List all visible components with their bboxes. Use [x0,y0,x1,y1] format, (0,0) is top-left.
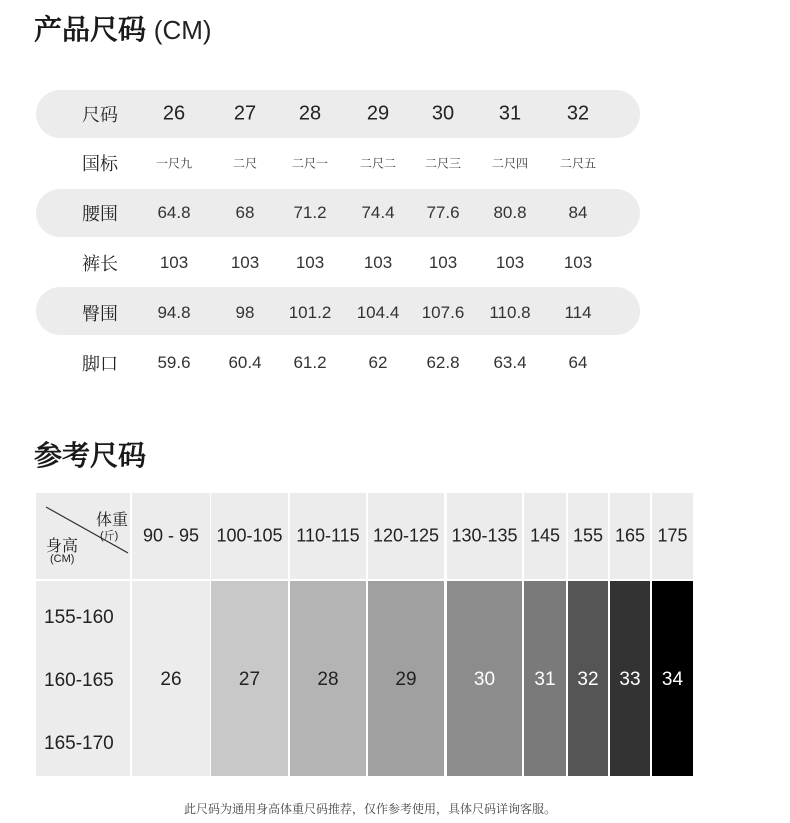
row-background-waist [36,189,640,237]
table-cell: 98 [235,303,255,322]
table-cell: 103 [428,253,458,272]
row-label: 国标 [82,154,118,174]
table-cell: 64 [568,353,588,372]
weight-header-label: 175 [657,525,688,546]
weight-header-label: 165 [614,525,646,546]
table-cell: 114 [564,303,592,322]
size-value: 34 [661,669,684,690]
table-cell: 68 [235,203,255,222]
table-cell: 71.2 [293,203,327,222]
table-cell: 61.2 [293,353,327,372]
height-unit: (CM) [50,553,75,565]
row-label: 臀围 [82,304,118,324]
weight-header-label: 155 [572,525,604,546]
corner-cell [36,493,130,579]
table-cell: 30 [431,102,455,125]
height-row-label: 155-160 [44,607,114,628]
table-cell: 二尺五 [559,156,597,171]
size-value: 33 [619,669,641,690]
size-value: 29 [395,669,417,690]
table-cell: 103 [159,253,189,272]
table-cell: 103 [563,253,593,272]
height-label: 身高 [46,538,79,555]
table-cell: 101.2 [288,303,332,322]
height-row-label: 160-165 [44,670,114,691]
size-value: 31 [534,669,556,690]
table-cell: 一尺九 [155,156,193,171]
row-label: 腰围 [82,204,118,224]
table-cell: 107.6 [421,303,465,322]
table-cell: 26 [162,102,186,125]
row-label: 裤长 [82,254,118,274]
table-cell: 二尺三 [424,156,462,171]
table-cell: 63.4 [493,353,527,372]
size-value: 32 [577,669,599,690]
weight-header-label: 90 - 95 [142,525,200,546]
title-text: 产品尺码 [34,14,147,45]
table-cell: 60.4 [228,353,262,372]
table-cell: 104.4 [356,303,400,322]
row-label: 脚口 [82,354,118,374]
size-value: 30 [473,669,496,690]
table-cell: 29 [366,102,390,125]
weight-header-label: 130-135 [451,525,518,546]
table-cell: 62.8 [426,353,460,372]
weight-label: 体重 [96,512,129,529]
table-cell: 二尺二 [359,156,397,171]
size-value: 27 [238,669,261,690]
table-cell: 80.8 [493,203,527,222]
table-cell: 110.8 [489,303,531,322]
table-cell: 32 [566,102,590,125]
reference-size-title: 参考尺码 [34,440,147,471]
weight-header-label: 145 [529,525,561,546]
weight-header-label: 120-125 [372,525,440,546]
table-cell: 77.6 [426,203,460,222]
table-cell: 二尺一 [291,156,329,171]
table-cell: 84 [568,203,588,222]
weight-header-label: 100-105 [216,525,283,546]
title-unit: (CM) [153,15,212,45]
size-value: 28 [317,669,339,690]
product-size-title [34,8,212,48]
row-background-size [36,90,640,138]
table-cell: 62 [368,353,388,372]
footnote: 此尺码为通用身高体重尺码推荐，仅作参考使用，具体尺码详询客服。 [183,802,556,816]
table-cell: 二尺 [232,156,258,171]
table-cell: 59.6 [157,353,191,372]
table-cell: 103 [230,253,260,272]
table-cell: 31 [498,102,522,125]
table-cell: 64.8 [157,203,191,222]
row-label: 尺码 [82,105,118,125]
table-cell: 28 [298,102,322,125]
table-cell: 103 [495,253,525,272]
size-value: 26 [160,669,182,690]
weight-header-label: 110-115 [296,525,360,546]
table-cell: 103 [363,253,393,272]
table-cell: 103 [295,253,325,272]
table-cell: 二尺四 [491,156,529,171]
weight-unit: (斤) [100,530,119,542]
row-background-hip [36,287,640,335]
height-row-label: 165-170 [44,733,114,754]
table-cell: 27 [233,102,257,125]
table-cell: 94.8 [157,303,191,322]
table-cell: 74.4 [361,203,395,222]
